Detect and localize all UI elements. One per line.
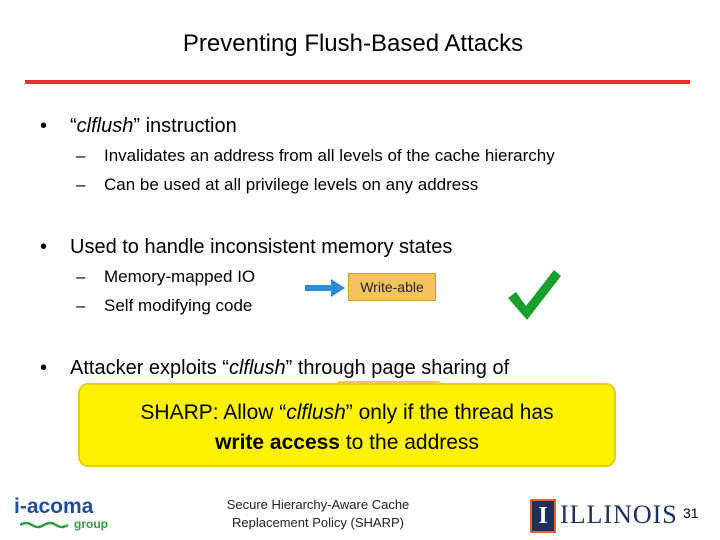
sub-dash: –: [76, 296, 86, 315]
bullet-text: Used to handle inconsistent memory states: [70, 236, 453, 258]
illinois-block-i-icon: I: [530, 499, 556, 533]
sub-bullet: [76, 175, 478, 195]
illinois-logo: [530, 498, 678, 534]
sharp-callout: [78, 383, 616, 467]
bullet-text: ” instruction: [133, 115, 237, 137]
footer-line: Secure Hierarchy-Aware Cache: [226, 497, 410, 512]
sub-text: Memory-mapped IO: [104, 267, 256, 286]
callout-text: SHARP: Allow “: [140, 401, 287, 424]
bullet-text: “: [70, 115, 77, 137]
bullet-dot: •: [40, 115, 48, 137]
wave-icon: [20, 521, 72, 529]
illinois-wordmark: ILLINOIS: [560, 500, 678, 529]
bullet-text: ” through page sharing of: [285, 357, 510, 379]
sub-bullet: [76, 267, 255, 287]
right-arrow-icon: [305, 279, 345, 297]
bullet-inconsistent-memory: [40, 236, 452, 259]
callout-text: to the address: [340, 431, 479, 454]
bullet-dot: •: [40, 357, 48, 379]
slide-title: Preventing Flush-Based Attacks: [182, 30, 524, 57]
callout-emphasis: clflush: [286, 401, 346, 424]
callout-text: ” only if the thread has: [345, 401, 554, 424]
page-number: 31: [683, 505, 699, 521]
sub-bullet: [76, 146, 555, 166]
bullet-emphasis: clflush: [76, 115, 134, 137]
sub-text: Self modifying code: [104, 296, 253, 315]
bullet-attacker: [40, 357, 509, 380]
sub-text: Can be used at all privilege levels on any address: [104, 175, 479, 194]
sub-dash: –: [76, 175, 86, 194]
bullet-emphasis: clflush: [228, 357, 286, 379]
checkmark-icon: [506, 268, 562, 322]
bullet-dot: •: [40, 236, 48, 258]
sub-dash: –: [76, 146, 86, 165]
logo-subword: group: [74, 517, 108, 531]
title-divider: [25, 80, 690, 84]
iacoma-logo: [14, 495, 108, 533]
bullet-clflush: [40, 115, 237, 138]
footer-caption: [200, 496, 436, 532]
sub-bullet: [76, 296, 252, 316]
bullet-text: Attacker exploits “: [70, 357, 229, 379]
logo-wordmark: i-acoma: [14, 495, 94, 518]
writeable-badge: Write-able: [348, 273, 436, 301]
sub-dash: –: [76, 267, 86, 286]
sub-text: Invalidates an address from all levels of the cache hierarchy: [104, 146, 555, 165]
footer-line: Replacement Policy (SHARP): [232, 515, 404, 530]
callout-strong: write access: [215, 431, 340, 454]
